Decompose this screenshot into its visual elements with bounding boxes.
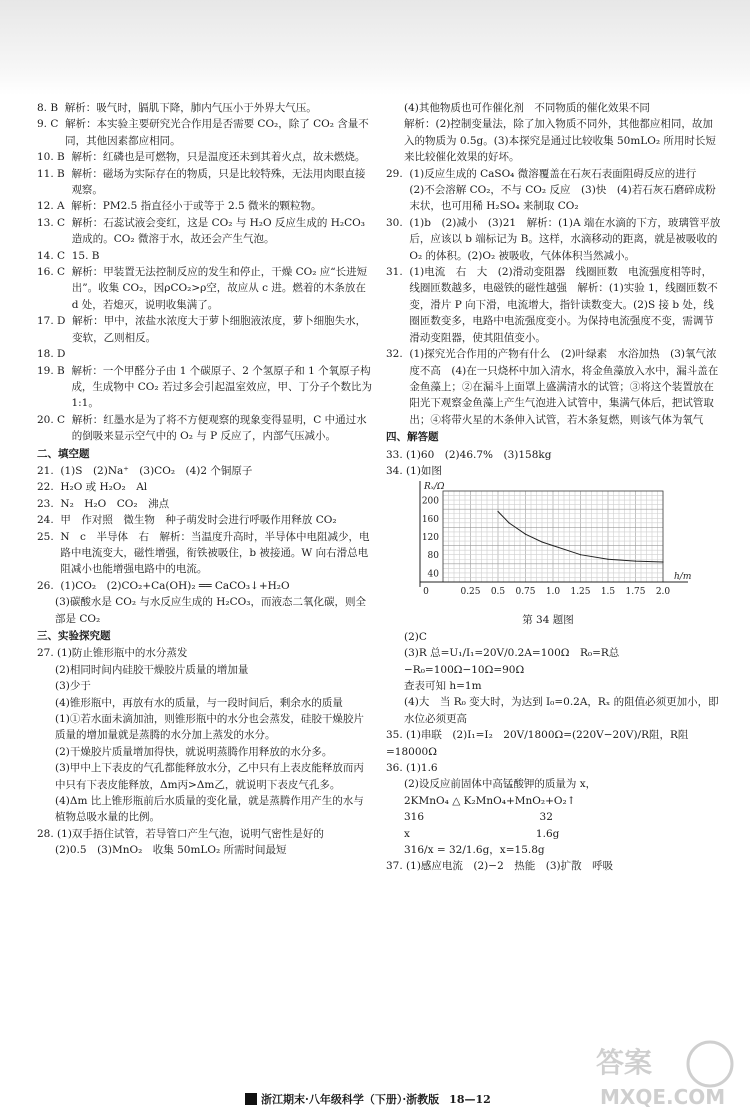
answer-row: [37, 264, 372, 313]
svg-text:答案: 答案: [596, 1046, 653, 1079]
answer-text: 解析：磁场为实际存在的物质，只是比较特殊，无法用肉眼直接观察。: [71, 167, 366, 197]
answer-line: (4)其他物质也可作催化剂 不同物质的催化效果不同: [404, 102, 650, 114]
answer-row: [386, 166, 721, 215]
right-column: [386, 100, 721, 875]
answer-text: 解析：PM2.5 指直径小于或等于 2.5 微米的颗粒物。: [71, 200, 322, 213]
answer-line: (2)C: [404, 630, 427, 643]
footer-mark-icon: [245, 1093, 257, 1105]
answer-number: 14. C: [37, 249, 72, 262]
answer-number: 24.: [37, 514, 61, 527]
answer-28: [37, 826, 372, 859]
answer-text: (1)探究光合作用的产物有什么 (2)叶绿素 水浴加热 (3)氧气浓度不高 (4)在一只烧杯中加入清水，将金鱼藻放入水中，漏斗盖在金鱼藻上；②在漏斗上面罩上盛满清水的试管；③将这个装置放在阳光下观察金鱼藻上产生气泡进入试管中，集满气体后，把试管取出；④将带火星的木条伸入试管，若木条复燃，则该气体为氧气: [409, 348, 719, 426]
x-tick-label: 1.25: [570, 587, 591, 598]
y-tick-label: 40: [427, 569, 439, 580]
x-axis-label: h/m: [674, 572, 692, 583]
answer-row: [37, 198, 372, 214]
answer-text: N c 半导体 右 解析：当温度升高时，半导体中电阻减少，电路中电流变大，磁性增强，衔铁被吸住，b 被接通。W 向右滑总电阻减小也能增强电路中的电流。: [60, 530, 370, 576]
answer-text: (1)b (2)减小 (3)21 解析：(1)A 端在水滴的下方，玻璃管平放后，应该以 b 端标记为 B。这样，水滴移动的距离，就是被吸收的 O₂ 的体积。(2)O₂ 被吸收，气体体积当然减小。: [409, 216, 721, 262]
answer-line: 28. (1)双手捂住试管，若导管口产生气泡，说明气密性是好的: [37, 827, 324, 840]
answer-35: 35. (1)串联 (2)I₁=I₂ 20V/1800Ω=(220V−20V)/R阻，R阻=18000Ω: [386, 729, 689, 758]
answer-36: [386, 760, 721, 858]
left-column: [37, 100, 372, 859]
answer-line: (4)大 当 R₀ 变大时，为达到 I₀=0.2A，Rₓ 的阻值必须更加小，即水位必须更高: [404, 696, 719, 725]
answer-line: (1)①若水面未滴加油，则锥形瓶中的水分也会蒸发，硅胶干燥胶片质量的增加量就是蒸腾的水分加上蒸发的水分。: [55, 713, 364, 742]
answer-text: 解析：一个甲醛分子由 1 个碳原子、2 个氢原子和 1 个氧原子构成，生成物中 CO₂ 若过多会引起温室效应，甲、丁分子个数比为 1:1。: [71, 364, 372, 410]
answer-number: 26.: [37, 579, 61, 592]
answer-text: H₂O 或 H₂O₂ Al: [60, 481, 148, 494]
answer-27: [37, 645, 372, 825]
answer-text: 解析：甲装置无法控制反应的发生和停止，干燥 CO₂ 应“长进短出”。收集 CO₂，因ρCO₂>ρ空，故应从 c 进。燃着的木条放在 d 处，若熄灭，说明收集满了。: [71, 266, 368, 311]
y-tick-label: 80: [427, 551, 439, 562]
x-tick-label: 0.75: [515, 587, 536, 598]
answer-number: 11. B: [37, 167, 72, 180]
answer-number: 25.: [37, 530, 61, 543]
svg-text:MXQE.COM: MXQE.COM: [600, 1085, 726, 1109]
answer-line: (3)R 总=U₁/I₁=20V/0.2A=100Ω R₀=R总−R₀=100Ω−10Ω=90Ω: [404, 647, 620, 676]
answer-number: 10. B: [37, 151, 72, 164]
answer-row: [386, 264, 721, 346]
answer-number: 31.: [386, 266, 410, 279]
data-point: [541, 542, 542, 543]
answer-row: [37, 496, 372, 512]
answer-row: [37, 512, 372, 528]
top-shade: [0, 0, 750, 95]
answer-28-cont: [386, 100, 721, 166]
answer-number: 23.: [37, 497, 61, 510]
answer-row: [37, 149, 372, 165]
answer-line: x 1.6g: [404, 827, 560, 840]
data-point: [580, 554, 581, 555]
section-exp-title: 三、实验探究题: [37, 630, 111, 642]
answer-list-right: [386, 166, 721, 429]
answer-number: 12. A: [37, 200, 72, 213]
answer-line: (2)设反应前固体中高锰酸钾的质量为 x，: [404, 778, 597, 791]
answer-row: [37, 248, 372, 264]
answer-text: 15. B: [71, 249, 100, 262]
answer-text: 解析：本实验主要研究光合作用是否需要 CO₂，除了 CO₂ 含量不同，其他因素都应相同。: [65, 118, 369, 147]
x-tick-label: 0.25: [460, 587, 481, 598]
answer-line: (2)0.5 (3)MnO₂ 收集 50mLO₂ 所需时间最短: [55, 844, 287, 857]
answer-number: 22.: [37, 481, 61, 494]
data-point: [508, 523, 509, 524]
answer-33: 33. (1)60 (2)46.7% (3)158kg: [386, 448, 552, 461]
answer-number: 32.: [386, 348, 410, 361]
answer-text: (1)S (2)Na⁺ (3)CO₂ (4)2 个铜原子: [60, 464, 253, 477]
answer-text: 解析：石蕊试液会变红，这是 CO₂ 与 H₂O 反应生成的 H₂CO₃ 造成的。CO₂ 微溶于水，故还会产生气泡。: [71, 216, 365, 246]
section-fill-title: 二、填空题: [37, 447, 90, 460]
answer-text: 解析：红磷也是可燃物，只是温度还未到其着火点，故未燃烧。: [71, 151, 366, 164]
answer-list-fill: [37, 463, 372, 594]
x-tick-label: 0: [423, 587, 429, 598]
answer-number: 30.: [386, 216, 410, 229]
data-point: [525, 534, 526, 535]
answer-line: 27. (1)防止锥形瓶中的水分蒸发: [37, 647, 188, 660]
answer-text: [72, 346, 372, 362]
answer-row: [37, 100, 372, 116]
answer-row: [37, 313, 372, 346]
answer-line: (4)锥形瓶中，再放有水的质量，与一段时间后，剩余水的质量: [55, 696, 343, 709]
chart-caption: 第 34 题图: [522, 614, 574, 627]
section-answer-title: 四、解答题: [386, 431, 439, 444]
answer-line: 解析：(2)控制变量法，除了加入物质不同外，其他都应相同，故加入的物质为 0.5g。(3)本探究是通过比较收集 50mLO₂ 所用时长短来比较催化效果的好坏。: [404, 118, 716, 164]
answer-row: [37, 215, 372, 248]
data-point: [635, 561, 636, 562]
answer-row: [37, 463, 372, 479]
answer-number: 18. D: [37, 348, 73, 361]
answer-line: 查表可知 h=1m: [404, 679, 482, 692]
answer-34-rest: [386, 629, 721, 727]
answer-number: 21.: [37, 464, 61, 477]
answer-row: [386, 346, 721, 428]
answer-text: 解析：吸气时，膈肌下降，肺内气压小于外界大气压。: [64, 102, 317, 114]
answer-line: (3)少于: [55, 680, 91, 693]
answer-text: (1)CO₂ (2)CO₂+Ca(OH)₂ ══ CaCO₃↓+H₂O: [60, 579, 290, 592]
answer-row: [37, 529, 372, 578]
answer-line: 316 32: [404, 811, 553, 824]
answer-line: (2)相同时间内硅胶干燥胶片质量的增加量: [55, 663, 249, 676]
answer-37: 37. (1)感应电流 (2)−2 热能 (3)扩散 呼吸: [386, 860, 614, 873]
chart-34: [398, 479, 698, 612]
answer-number: 20. C: [37, 413, 72, 426]
answer-number: 13. C: [37, 216, 72, 229]
answer-number: 16. C: [37, 266, 72, 279]
answer-number: 9. C: [37, 118, 66, 131]
watermark-logo: [592, 1038, 742, 1110]
answer-line: 2KMnO₄ △ K₂MnO₄+MnO₂+O₂↑: [404, 794, 576, 807]
answer-34-part1: 34. (1)如图: [386, 464, 442, 477]
y-tick-label: 200: [421, 496, 439, 507]
answer-line: 316/x = 32/1.6g，x=15.8g: [404, 844, 545, 857]
answer-row: [37, 363, 372, 412]
answer-list-choice: [37, 100, 372, 445]
footer-title: 浙江期末·八年级科学（下册）·浙教版: [261, 1093, 440, 1106]
answer-text: 甲 作对照 微生物 种子萌发时会进行呼吸作用释放 CO₂: [60, 514, 337, 527]
answer-text: 解析：红墨水是为了将不方便观察的现象变得显明，C 中通过水的倒吸来显示空气中的 O₂ 与 P 反应了，内部气压减小。: [71, 413, 367, 443]
answer-number: 19. B: [37, 364, 72, 377]
data-point: [662, 562, 663, 563]
answer-line: 36. (1)1.6: [386, 762, 438, 774]
y-axis-label: Rₓ/Ω: [424, 482, 445, 493]
x-tick-label: 2.0: [655, 587, 671, 598]
answer-text: (1)反应生成的 CaSO₄ 微溶覆盖在石灰石表面阻碍反应的进行 (2)不会溶解 CO₂，不与 CO₂ 反应 (3)快 (4)若石灰石磨碎成粉末状，也可用稀 H₂SO₄ 来制取 CO₂: [409, 167, 716, 213]
answer-number: 8. B: [37, 102, 65, 114]
answer-text: 解析：甲中，浓盐水浓度大于萝卜细胞液浓度，萝卜细胞失水，变软，乙则相反。: [72, 315, 367, 344]
answer-number: 29.: [386, 167, 410, 180]
data-point: [497, 511, 498, 512]
y-tick-label: 160: [421, 515, 439, 526]
answer-text: (1)电流 右 大 (2)滑动变阻器 线圈匝数 电流强度相等时，线圈匝数越多，电磁铁的磁性越强 解析：(1)实验 1，线圈匝数不变，滑片 P 向下滑，电流增大，指针读数变大。(2)S 接 b 处，线圈匝数变多，电路中电流强度变小。为保持电流强度不变，需调节滑动变阻器，使其阻值变小。: [409, 266, 718, 344]
footer: [245, 1090, 545, 1108]
answer-row: [37, 116, 372, 149]
answer-number: 17. D: [37, 315, 73, 328]
data-point: [552, 545, 553, 546]
answer-row: [37, 578, 372, 594]
x-tick-label: 1.75: [625, 587, 646, 598]
x-tick-label: 1.0: [545, 587, 561, 598]
page-number: 18—12: [449, 1092, 491, 1106]
answer-row: [37, 412, 372, 445]
answer-26-part3: (3)碳酸水是 CO₂ 与水反应生成的 H₂CO₃，而液态二氧化碳，则全部是 CO₂: [55, 596, 366, 625]
answer-line: (2)干燥胶片质量增加得快，就说明蒸腾作用释放的水分多。: [55, 745, 333, 758]
answer-row: [37, 346, 372, 362]
answer-line: (3)甲中上下表皮的气孔都能释放水分，乙中只有上表皮能释放而丙中只有下表皮能释放，Δm丙>Δm乙，就说明下表皮气孔多。(4)Δm 比上锥形瓶前后水质量的变化量，就是蒸腾作用产生的水与植物总吸水量的比例。: [55, 762, 364, 824]
answer-text: N₂ H₂O CO₂ 沸点: [60, 497, 170, 510]
y-tick-label: 120: [421, 533, 439, 544]
data-point: [607, 559, 608, 560]
x-tick-label: 1.5: [600, 587, 616, 598]
answer-row: [37, 479, 372, 495]
chart-svg: [398, 479, 698, 612]
x-tick-label: 0.5: [490, 587, 506, 598]
answer-row: [37, 166, 372, 199]
answer-row: [386, 215, 721, 264]
